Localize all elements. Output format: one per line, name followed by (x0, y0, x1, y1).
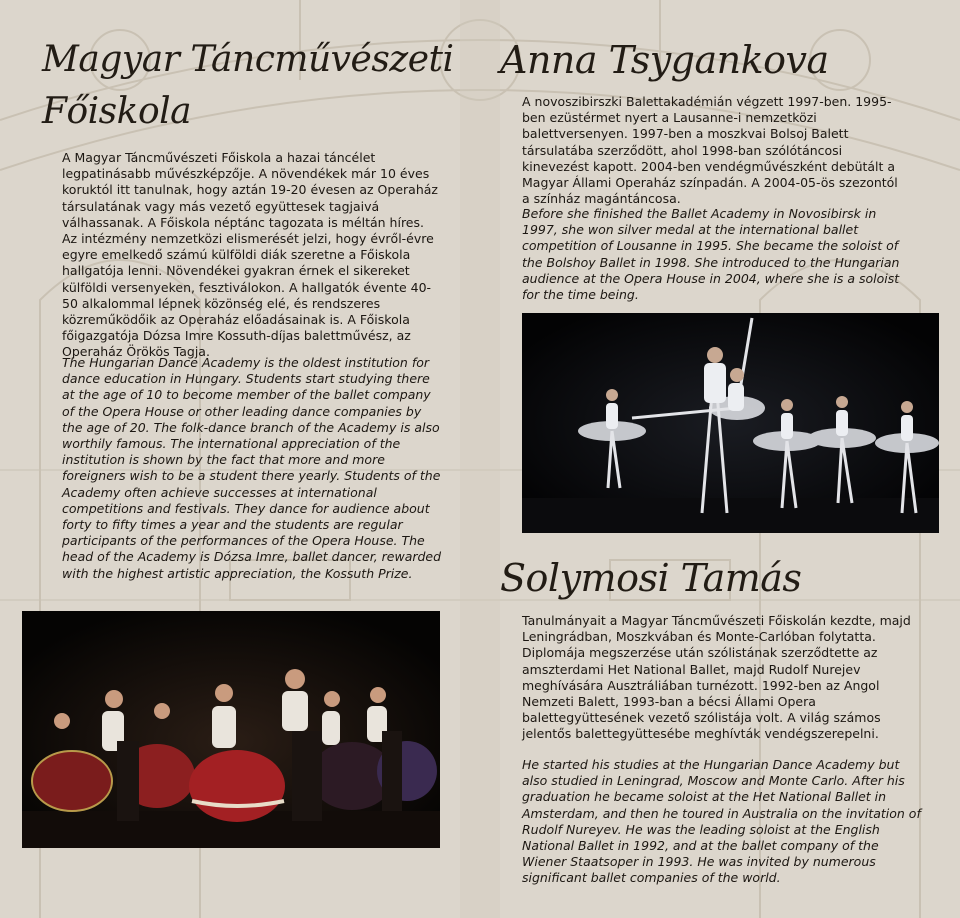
solymosi-english-text: He started his studies at the Hungarian Dance Academy but also studied in Leningrad, Moscow and Monte Carlo. After his graduation he became soloist at the Het National Ballet in Amsterdam, and then he toured in Australia on the invitation of Rudolf Nureyev. He was the leading soloist at the English National Ballet in 1992, and at the ballet company of the Wiener Staatsoper in 1993. He was invited by numerous significant ballet companies of the world. (522, 757, 921, 886)
solymosi-title: Solymosi Tamás (500, 556, 802, 600)
anna-hungarian-text: A novoszibirszki Balettakadémián végzett 1997-ben. 1995-ben ezüstérmet nyert a Lausanne-i nemzetközi balettversenyen. 1997-ben a moszkvai Bolsoj Balett társulatába szerződött, ahol 1998-ban szólótáncosi kinevezést kapott. 2004-ben vendégművészként debütált a Magyar Állami Operaház színpadán. A 2004-05-ös szezontól a színház magántáncosa. (522, 94, 898, 207)
ballet-photo (522, 313, 939, 533)
anna-english-text: Before she finished the Ballet Academy in Novosibirsk in 1997, she won silver medal at the international ballet competition of Lousanne in 1995. She became the soloist of the Bolshoy Ballet in 1998. She introduced to the Hungarian audience at the Opera House in 2004, where she is a soloist for the time being. (522, 206, 900, 303)
academy-title-line2: Főiskola (42, 91, 192, 132)
academy-title-line1: Magyar Táncművészeti (42, 39, 454, 80)
solymosi-hungarian-text: Tanulmányait a Magyar Táncművészeti Főiskolán kezdte, majd Leningrádban, Moszkvában és Monte-Carlóban folytatta. Diplomája megszerzése után szólistának szerződtette az amszterdami Het National Ballet, majd Rudolf Nurejev meghívására Ausztráliában turnézott. 1992-ben az Angol Nemzeti Balett, 1993-ban a bécsi Állami Opera balettegyüttesének vezető szólistája volt. A világ számos jelentős balettegyüttesébe meghívták vendégszerepelni. (522, 613, 911, 742)
anna-title: Anna Tsygankova (500, 38, 829, 82)
academy-english-text: The Hungarian Dance Academy is the oldest institution for dance education in Hungary. Students start studying there at the age of 10 to become member of the ballet company of the Opera House or other leading dance companies by the age of 20. The folk-dance branch of the Academy is also worthily famous. The international appreciation of the institution is shown by the fact that more and more foreigners wish to be a student there yearly. Students of the Academy often achieve successes at international competitions and festivals. They dance for audience about forty to fifty times a year and the students are regular participants of the performances of the Opera House. The head of the Academy is Dózsa Imre, ballet dancer, rewarded with the highest artistic appreciation, the Kossuth Prize. (62, 355, 442, 581)
folk-dance-photo (22, 611, 440, 848)
academy-title (42, 34, 462, 138)
academy-hungarian-text: A Magyar Táncművészeti Főiskola a hazai táncélet legpatinásabb művészképzője. A növendékek már 10 éves koruktól itt tanulnak, hogy aztán 19-20 évesen az Operaház társulatának vagy más vezető együttesek tagjaivá válhassanak. A Főiskola néptánc tagozata is méltán híres. Az intézmény nemzetközi elismerését jelzi, hogy évről-évre egyre emelkedő számú külföldi diák szeretne a Főiskola hallgatója lenni. Növendékei gyakran érnek el sikereket külföldi versenyeken, fesztiválokon. A hallgatók évente 40-50 alkalommal lépnek közönség elé, és rendszeres közreműködőik az Operaház előadásainak is. A Főiskola főigazgatója Dózsa Imre Kossuth-díjas balettművész, az Operaház Örökös Tagja. (62, 150, 438, 360)
